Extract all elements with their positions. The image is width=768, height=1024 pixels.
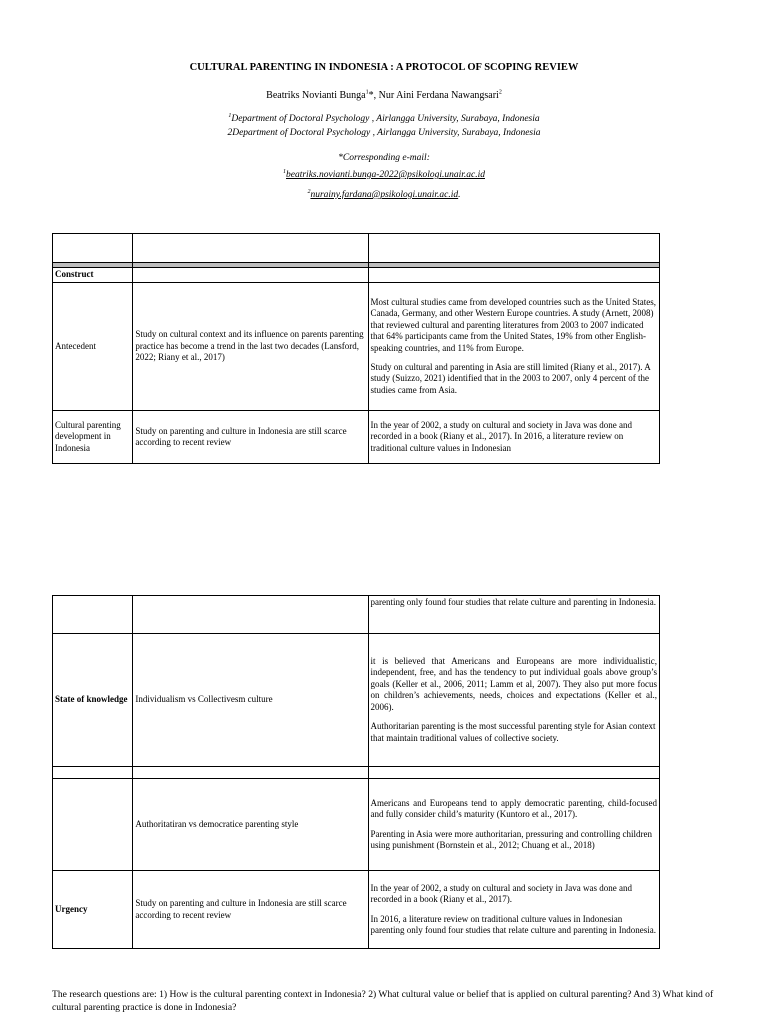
author-separator: *, Nur Aini Ferdana Nawangsari xyxy=(368,90,499,101)
spacer-row xyxy=(53,767,660,779)
cultural-parenting-description: Study on parenting and culture in Indonesia are still scarce according to recent review xyxy=(133,411,368,464)
affiliation-2: 2Department of Doctoral Psychology , Airlangga University, Surabaya, Indonesia xyxy=(227,128,541,138)
urgency-row xyxy=(53,871,660,949)
cultural-parenting-row xyxy=(53,411,660,464)
construct-cell-2 xyxy=(133,268,368,283)
spacer-cell-2 xyxy=(133,767,368,779)
affiliation-1-text: Department of Doctoral Psychology , Airlangga University, Surabaya, Indonesia xyxy=(231,114,540,124)
email-1-line xyxy=(0,170,768,180)
author-1-sup: 1 xyxy=(365,89,369,96)
protocol-table-part-1 xyxy=(52,233,660,464)
urgency-p1: In the year of 2002, a study on cultural and society in Java was done and recorded in a book (Riany et al., 2017). xyxy=(370,882,632,905)
author-1: Beatriks Novianti Bunga xyxy=(266,90,366,101)
paper-title: CULTURAL PARENTING IN INDONESIA : A PROTOCOL OF SCOPING REVIEW xyxy=(189,62,579,73)
email-2-sup: 2 xyxy=(307,188,311,195)
state-of-knowledge-row xyxy=(53,634,660,767)
continued-cell-1 xyxy=(53,596,133,634)
continued-row xyxy=(53,596,660,634)
construct-cell-3 xyxy=(368,268,659,283)
antecedent-evidence-p1: Most cultural studies came from developed countries such as the United States, Canada, Germany, and other Western Europe countries. A study (Arnett, 2008) that reviewed cultural and parenting literatures from 2003 to 2007 indicated that 64% participants came from the United States, 19% from other English-speaking countries, and 11% from Europe. xyxy=(370,296,656,353)
table-header-cell-3 xyxy=(368,234,659,263)
antecedent-evidence-p2: Study on cultural and parenting in Asia are still limited (Riany et al., 2017). A study (Suizzo, 2021) identified that in the 2003 to 2007, only 4 percent of the studies came from Asia. xyxy=(370,361,651,395)
state-of-knowledge-description: Individualism vs Collectivesm culture xyxy=(133,634,368,767)
urgency-evidence xyxy=(368,871,659,949)
email-2-link[interactable]: nurainy.fardana@psikologi.unair.ac.id xyxy=(310,190,459,200)
antecedent-row xyxy=(53,283,660,411)
continued-cell-2 xyxy=(133,596,368,634)
parenting-style-p2: Parenting in Asia were more authoritarian, pressuring and controlling children using punishment (Bornstein et al., 2012; Chuang et al., 2018) xyxy=(370,828,652,850)
state-of-knowledge-evidence xyxy=(368,634,659,767)
spacer-cell-3 xyxy=(368,767,659,779)
cultural-parenting-evidence: In the year of 2002, a study on cultural and society in Java was done and recorded in a book (Riany et al., 2017). In 2016, a literature review on traditional culture values in Indonesian xyxy=(368,411,659,464)
email-2-line xyxy=(0,190,768,200)
email-1-link[interactable]: beatriks.novianti.bunga-2022@psikologi.unair.ac.id xyxy=(286,170,485,180)
state-of-knowledge-p2: Authoritarian parenting is the most successful parenting style for Asian context that maintain traditional values of collective society. xyxy=(370,721,656,743)
parenting-style-label xyxy=(53,779,133,871)
table-header-cell-2 xyxy=(133,234,368,263)
continued-text: parenting only found four studies that relate culture and parenting in Indonesia. xyxy=(368,596,659,634)
parenting-style-evidence xyxy=(368,779,659,871)
construct-row xyxy=(53,268,660,283)
antecedent-label: Antecedent xyxy=(53,283,133,411)
email-1-sup: 1 xyxy=(283,168,286,175)
parenting-style-p1: Americans and Europeans tend to apply democratic parenting, child-focused and fully consider child’s maturity (Kuntoro et al., 2017). xyxy=(370,797,657,820)
protocol-table-part-2 xyxy=(52,595,660,949)
construct-label: Construct xyxy=(53,268,133,283)
author-2-sup: 2 xyxy=(498,89,502,96)
affiliation-1 xyxy=(0,114,768,124)
cultural-parenting-label: Cultural parenting development in Indonesia xyxy=(53,411,133,464)
email-2-suffix: . xyxy=(458,190,461,200)
state-of-knowledge-label: State of knowledge xyxy=(53,634,133,767)
parenting-style-description: Authoritatiran vs democratice parenting style xyxy=(133,779,368,871)
state-of-knowledge-p1: it is believed that Americans and Europeans are more individualistic, independent, free, and has the tendency to put individual goals above group’s goals (Keller et al., 2006, 2011; Lamm et al, 2007). They also put more focus on children’s achievements, needs, choices and expectations (Keller et al., 2006). xyxy=(370,656,657,712)
corresponding-label: *Corresponding e-mail: xyxy=(338,153,430,163)
antecedent-evidence xyxy=(368,283,659,411)
urgency-p2: In 2016, a literature review on traditional culture values in Indonesian parenting only found four studies that relate culture and parenting in Indonesia. xyxy=(370,913,656,935)
table-header-cell-1 xyxy=(53,234,133,263)
affiliation-1-sup: 1 xyxy=(228,112,232,119)
urgency-label: Urgency xyxy=(53,871,133,949)
research-questions: The research questions are: 1) How is the cultural parenting context in Indonesia? 2) What cultural value or belief that is applied on cultural parenting? And 3) What kind of cultural parenting practice is done in Indonesia? xyxy=(52,989,714,1013)
parenting-style-row xyxy=(53,779,660,871)
antecedent-description: Study on cultural context and its influence on parents parenting practice has become a trend in the last two decades (Lansford, 2022; Riany et al., 2017) xyxy=(133,283,368,411)
author-line xyxy=(0,90,768,101)
spacer-cell-1 xyxy=(53,767,133,779)
urgency-description: Study on parenting and culture in Indonesia are still scarce according to recent review xyxy=(133,871,368,949)
table-header-row xyxy=(53,234,660,263)
